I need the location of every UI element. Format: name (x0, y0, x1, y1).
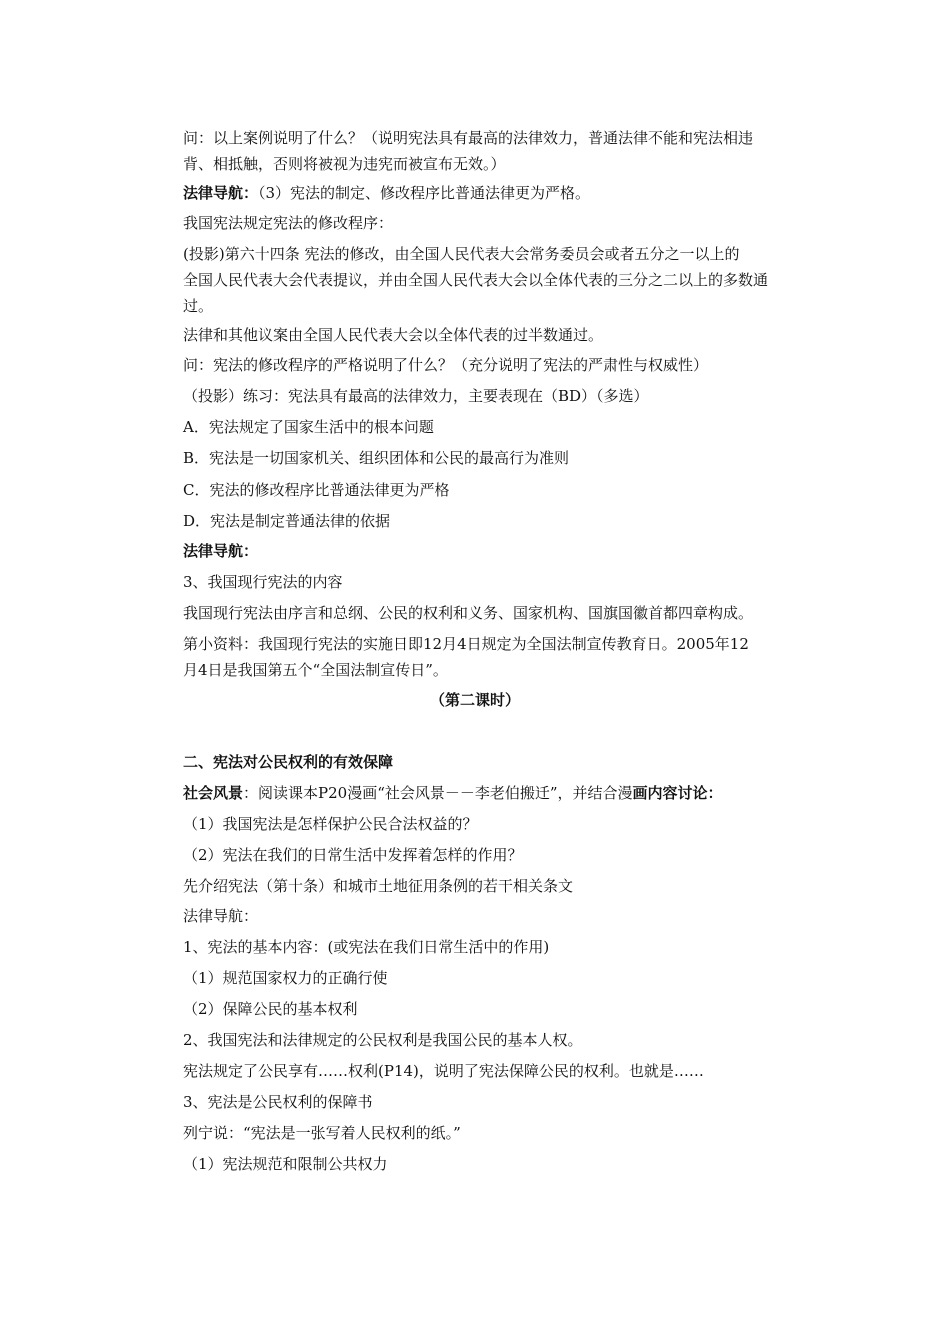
text-line: （1）宪法规范和限制公共权力 (183, 1155, 388, 1173)
text-line: （1）我国宪法是怎样保护公民合法权益的？ (183, 815, 478, 833)
lesson-heading: （第二课时） (429, 691, 520, 709)
text-line: （投影）练习：宪法具有最高的法律效力，主要表现在（BD）（多选） (183, 387, 649, 405)
text-line: (投影)第六十四条 宪法的修改，由全国人民代表大会常务委员会或者五分之一以上的 (183, 245, 740, 263)
option-line: D．宪法是制定普通法律的依据 (183, 512, 391, 530)
text-line: （2）宪法在我们的日常生活中发挥着怎样的作用？ (183, 846, 523, 864)
section-label: 法律导航： (183, 542, 259, 560)
text-line: 宪法规定了公民享有……权利(P14)，说明了宪法保障公民的权利。也就是…… (183, 1062, 704, 1080)
text-line: 我国宪法规定宪法的修改程序： (183, 214, 394, 232)
text-line: 月4日是我国第五个“全国法制宣传日”。 (183, 661, 448, 679)
text-line: 先介绍宪法（第十条）和城市土地征用条例的若干相关条文 (183, 877, 574, 895)
text-line: 全国人民代表大会代表提议，并由全国人民代表大会以全体代表的三分之二以上的多数通 (183, 271, 769, 289)
text-line: 法律和其他议案由全国人民代表大会以全体代表的过半数通过。 (183, 326, 604, 344)
text-line: 问：宪法的修改程序的严格说明了什么？（充分说明了宪法的严肃性与权威性） (183, 356, 709, 374)
text-line: 过。 (183, 297, 214, 315)
text-line: 列宁说：“宪法是一张写着人民权利的纸。” (183, 1124, 461, 1142)
text-line: 第小资料：我国现行宪法的实施日即12月4日规定为全国法制宣传教育日。2005年12 (183, 635, 749, 653)
text-line: 1、宪法的基本内容：(或宪法在我们日常生活中的作用) (183, 938, 550, 956)
text-line: 法律导航：（3）宪法的制定、修改程序比普通法律更为严格。 (183, 184, 591, 202)
option-line: B．宪法是一切国家机关、组织团体和公民的最高行为准则 (183, 449, 570, 467)
text-line: 3、我国现行宪法的内容 (183, 573, 343, 591)
option-line: C．宪法的修改程序比普通法律更为严格 (183, 481, 450, 499)
option-line: A．宪法规定了国家生活中的根本问题 (183, 418, 434, 436)
text-line: （2）保障公民的基本权利 (183, 1000, 358, 1018)
text-line: 法律导航： (183, 907, 259, 925)
section-label: 法律导航： (183, 184, 259, 202)
text-line (183, 541, 823, 561)
text-line: （1）规范国家权力的正确行使 (183, 969, 388, 987)
text-line: 我国现行宪法由序言和总纲、公民的权利和义务、国家机构、国旗国徽首都四章构成。 (183, 604, 754, 622)
text-line: 背、相抵触，否则将被视为违宪而被宣布无效。） (183, 155, 506, 173)
section-heading: 二、宪法对公民权利的有效保障 (183, 753, 394, 771)
text-line: 3、宪法是公民权利的保障书 (183, 1093, 373, 1111)
text-line: 2、我国宪法和法律规定的公民权利是我国公民的基本人权。 (183, 1031, 583, 1049)
text-line: 问：以上案例说明了什么？（说明宪法具有最高的法律效力，普通法律不能和宪法相违 (183, 129, 754, 147)
text-line: 社会风景：阅读课本P20漫画“社会风景－－李老伯搬迁”，并结合漫画内容讨论： (183, 784, 723, 802)
section-label: 社会风景 (183, 784, 244, 802)
